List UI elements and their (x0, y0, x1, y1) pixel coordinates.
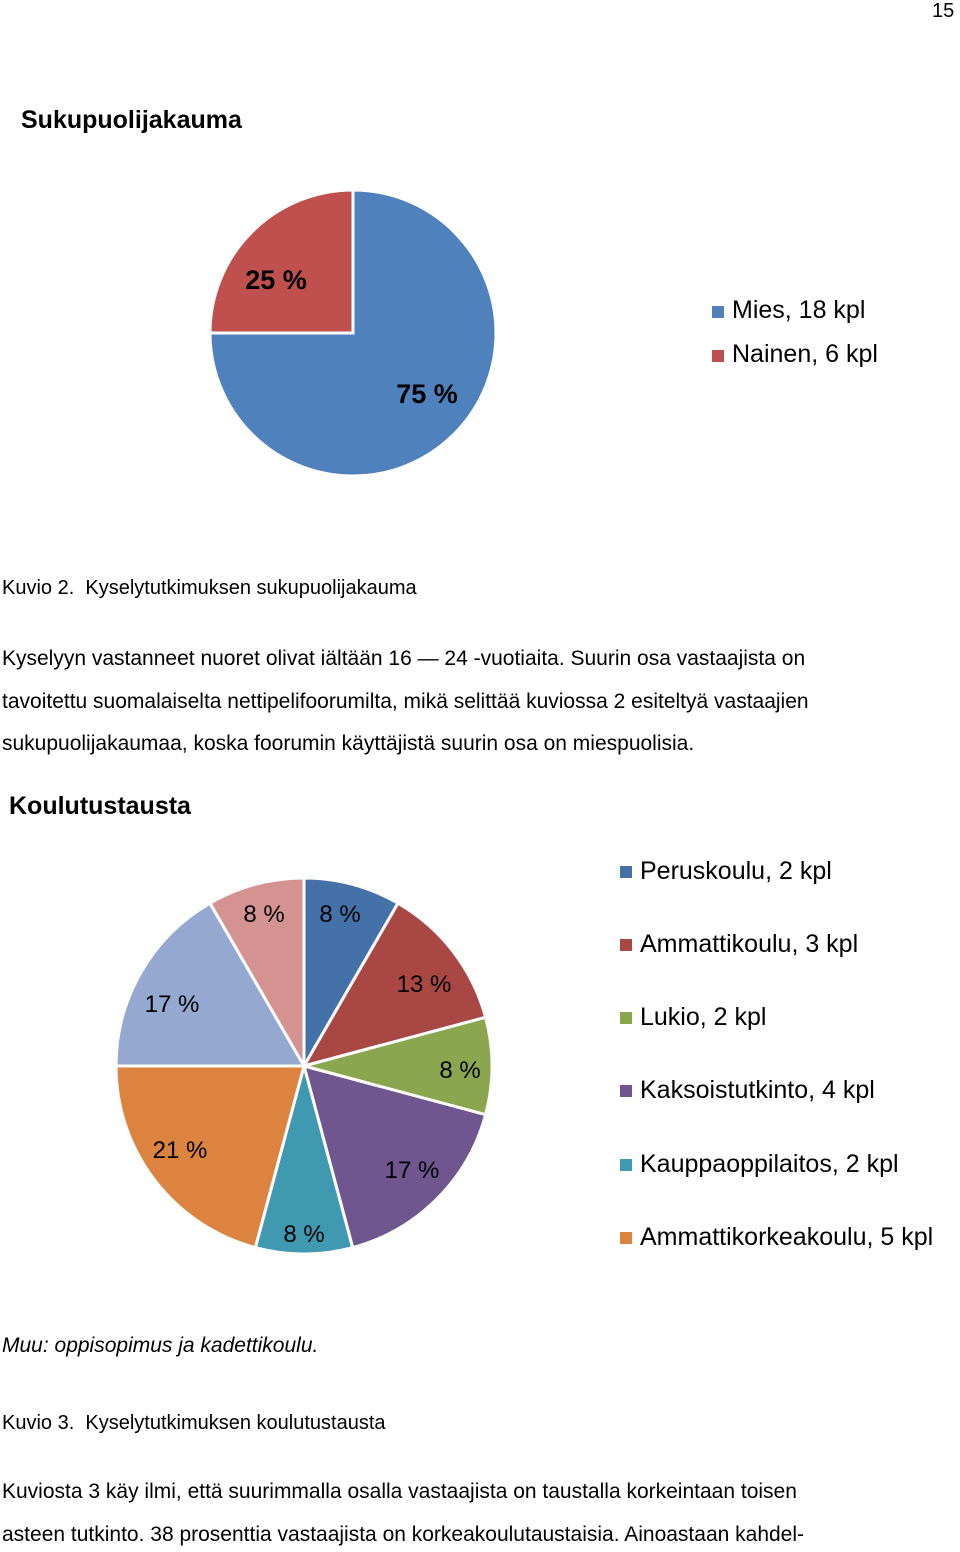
legend1-swatch-1 (712, 350, 724, 362)
pie2-data-label-4: 8 % (283, 1221, 325, 1248)
legend2-swatch-0 (620, 866, 632, 878)
legend2-label-2: Lukio, 2 kpl (640, 1003, 767, 1031)
pie1-data-label-0: 75 % (396, 379, 458, 409)
legend1-swatch-0 (712, 306, 724, 318)
legend2-swatch-2 (620, 1012, 632, 1024)
paragraph1-line-2: tavoitettu suomalaiselta nettipelifoorumilta, mikä selittää kuviossa 2 esiteltyä vastaajien (2, 690, 809, 713)
legend2-label-5: Ammattikorkeakoulu, 5 kpl (640, 1223, 934, 1251)
paragraph1-line-3: sukupuolijakaumaa, koska foorumin käyttäjistä suurin osa on miespuolisia. (2, 732, 695, 755)
page-number: 15 (932, 0, 955, 22)
paragraph2-line-2: asteen tutkinto. 38 prosenttia vastaajista on korkeakoulutaustaisia. Ainoastaan kahdel- (2, 1523, 805, 1546)
figure3-caption: Kuvio 3. Kyselytutkimuksen koulutustausta (2, 1412, 386, 1434)
pie2-data-label-1: 13 % (396, 971, 452, 998)
legend2-swatch-3 (620, 1085, 632, 1097)
legend2-label-4: Kauppaoppilaitos, 2 kpl (640, 1150, 899, 1178)
legend2-swatch-4 (620, 1159, 632, 1171)
legend1-label-1: Nainen, 6 kpl (732, 340, 878, 368)
pie2-data-label-0: 8 % (319, 901, 361, 928)
legend1-label-0: Mies, 18 kpl (732, 296, 866, 324)
legend2-swatch-5 (620, 1232, 632, 1244)
pie1-slice-1 (210, 190, 353, 333)
other-note: Muu: oppisopimus ja kadettikoulu. (2, 1334, 319, 1357)
legend2-swatch-1 (620, 939, 632, 951)
figure2-caption: Kuvio 2. Kyselytutkimuksen sukupuolijakauma (2, 577, 417, 599)
paragraph2-line-1: Kuviosta 3 käy ilmi, että suurimmalla osalla vastaajista on taustalla korkeintaan toisen (2, 1480, 797, 1503)
legend2-label-3: Kaksoistutkinto, 4 kpl (640, 1076, 875, 1104)
pie1-data-label-1: 25 % (245, 265, 307, 295)
legend2-label-1: Ammattikoulu, 3 kpl (640, 930, 859, 958)
pie2-data-label-5: 21 % (152, 1137, 208, 1164)
pie2-data-label-2: 8 % (439, 1057, 481, 1084)
pie2-data-label-7: 8 % (243, 901, 285, 928)
chart1-title: Sukupuolijakauma (21, 106, 242, 134)
gender-pie-chart (0, 0, 960, 520)
chart2-title: Koulutustausta (9, 792, 191, 820)
legend2-label-0: Peruskoulu, 2 kpl (640, 857, 832, 885)
paragraph1-line-1: Kyselyyn vastanneet nuoret olivat iältään 16 — 24 -vuotiaita. Suurin osa vastaajista on (2, 647, 806, 670)
pie2-data-label-6: 17 % (144, 991, 200, 1018)
pie2-data-label-3: 17 % (384, 1157, 440, 1184)
